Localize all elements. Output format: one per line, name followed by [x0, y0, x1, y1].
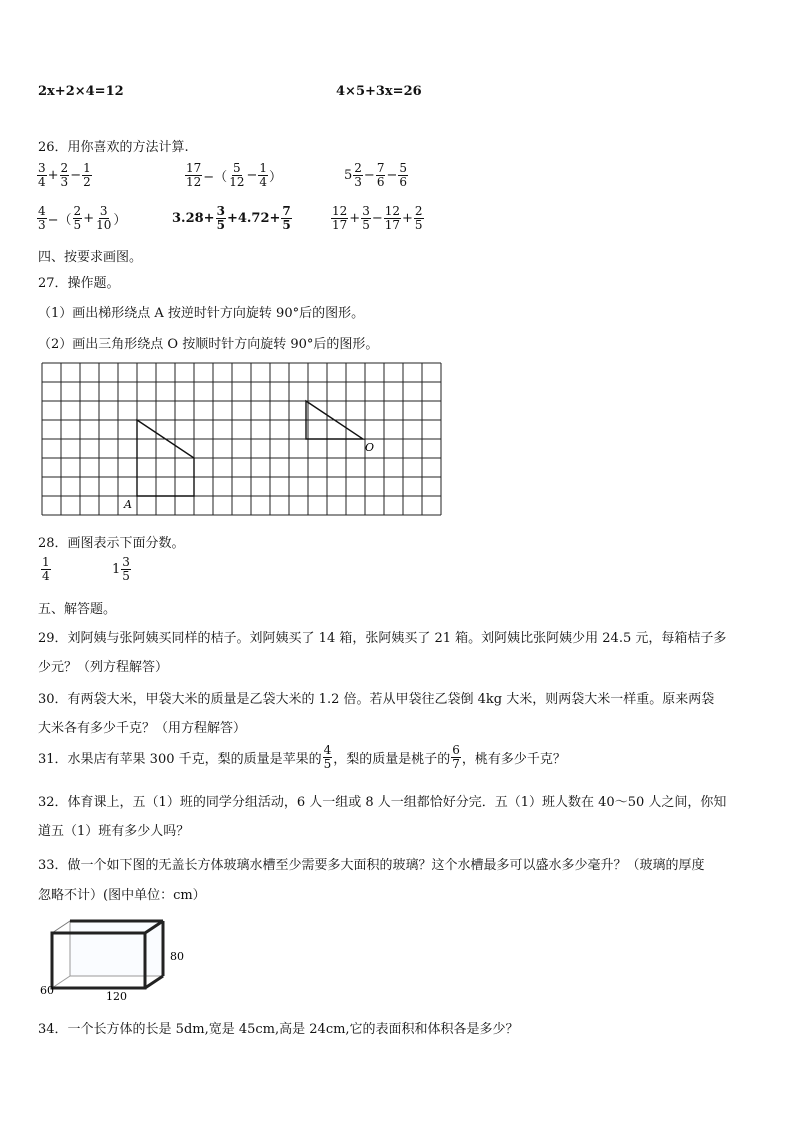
q26-expression-6: $\frac{12}{17}$ + $\frac{3}{5}$ − $\frac{12}{17}$ + $\frac{2}{5}$: [332, 204, 423, 232]
question-26-title: 26．用你喜欢的方法计算.: [38, 140, 189, 155]
q26-expression-5: 3.28 + $\frac{3}{5}$ +4.72+ $\frac{7}{5}$: [172, 204, 291, 232]
q26-expression-1: $\frac{3}{4}$ + $\frac{2}{3}$ − $\frac{1}{2}$: [38, 161, 91, 189]
section-5-heading: 五、解答题。: [38, 602, 117, 617]
equation-2: 4×5+3x=26: [336, 84, 422, 99]
question-27-part-2: （2）画出三角形绕点 O 按顺时针方向旋转 90°后的图形。: [38, 337, 379, 352]
question-33-line-2: 忽略不计）(图中单位：cm）: [38, 888, 206, 903]
equation-1: 2x+2×4=12: [38, 84, 124, 99]
question-34: 34．一个长方体的长是 5dm,宽是 45cm,高是 24cm,它的表面积和体积各是多少？: [38, 1022, 519, 1037]
question-30-line-2: 大米各有多少千克？（用方程解答）: [38, 721, 247, 736]
question-27-part-1: （1）画出梯形绕点 A 按逆时针方向旋转 90°后的图形。: [38, 306, 365, 321]
q28-fraction-1: $\frac{1}{4}$: [42, 555, 50, 583]
question-32-line-1: 32．体育课上，五（1）班的同学分组活动，6 人一组或 8 人一组都恰好分完．五（1）班人数在 40～50 人之间，你知: [38, 795, 727, 810]
section-4-heading: 四、按要求画图。: [38, 250, 143, 265]
question-30-line-1: 30．有两袋大米，甲袋大米的质量是乙袋大米的 1.2 倍。若从甲袋往乙袋倒 4kg 大米，则两袋大米一样重。原来两袋: [38, 692, 715, 707]
question-29-line-1: 29．刘阿姨与张阿姨买同样的桔子。刘阿姨买了 14 箱，张阿姨买了 21 箱。刘阿姨比张阿姨少用 24.5 元，每箱桔子多: [38, 631, 727, 646]
tank-length-label: 120: [106, 990, 127, 1003]
tank-width-label: 60: [40, 984, 54, 997]
point-a-label: A: [124, 498, 132, 511]
tank-height-label: 80: [170, 950, 184, 963]
question-27-title: 27．操作题。: [38, 276, 120, 291]
question-32-line-2: 道五（1）班有多少人吗？: [38, 824, 190, 839]
rotation-grid-figure: [0, 0, 794, 530]
q26-expression-2: $\frac{17}{12}$ −（ $\frac{5}{12}$ − $\frac{1}{4}$ ）: [186, 161, 283, 189]
q26-expression-4: $\frac{4}{3}$ −（ $\frac{2}{5}$ + $\frac{3}{10}$ ）: [38, 204, 127, 232]
question-29-line-2: 少元？（列方程解答）: [38, 660, 169, 675]
glass-tank-figure: [0, 910, 240, 1010]
q28-fraction-2: 1 $\frac{3}{5}$: [112, 555, 130, 583]
question-33-line-1: 33．做一个如下图的无盖长方体玻璃水槽至少需要多大面积的玻璃？这个水槽最多可以盛水多少毫升？（玻璃的厚度: [38, 858, 705, 873]
question-28-title: 28．画图表示下面分数。: [38, 536, 185, 551]
q26-expression-3: 5 $\frac{2}{3}$ − $\frac{7}{6}$ − $\frac{5}{6}$: [344, 161, 408, 189]
point-o-label: O: [365, 441, 375, 454]
question-31: 31．水果店有苹果 300 千克，梨的质量是苹果的 $\frac{4}{5}$ ，梨的质量是桃子的 $\frac{6}{7}$ ，桃有多少千克？: [38, 743, 566, 771]
